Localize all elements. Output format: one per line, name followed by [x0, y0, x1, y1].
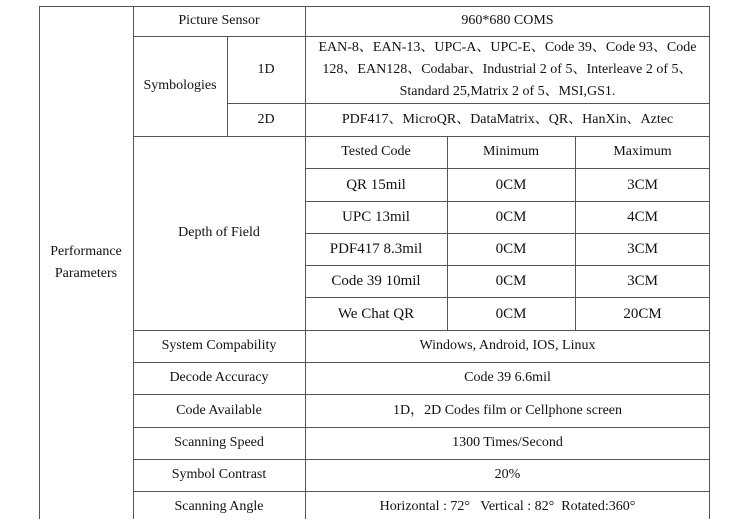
symbology-2d-value: PDF417、MicroQR、DataMatrix、QR、HanXin、Aztec — [341, 111, 674, 127]
symbologies-label: Symbologies — [143, 78, 217, 93]
symbology-1d-label: 1D — [257, 61, 275, 77]
symbology-2d-label: 2D — [257, 111, 275, 127]
dof-row-min: 0CM — [495, 273, 527, 289]
dof-row-code: PDF417 8.3mil — [329, 241, 423, 257]
dof-header-tested-code: Tested Code — [341, 144, 411, 159]
dof-header-minimum: Minimum — [482, 144, 539, 159]
dof-row-code: Code 39 10mil — [331, 273, 421, 289]
code-available-value: 1D，2D Codes film or Cellphone screen — [392, 402, 622, 418]
system-compability-value: Windows, Android, IOS, Linux — [419, 338, 596, 353]
decode-accuracy-label: Decode Accuracy — [169, 370, 269, 385]
depth-of-field-label: Depth of Field — [178, 225, 260, 240]
category-label: Performance Parameters — [50, 243, 122, 281]
picture-sensor-value: 960*680 COMS — [461, 13, 554, 28]
dof-header-maximum: Maximum — [613, 144, 672, 159]
scanning-speed-label: Scanning Speed — [174, 435, 264, 450]
symbology-1d-value: EAN-8、EAN-13、UPC-A、UPC-E、Code 39、Code 93、Code 128、EAN128、Codabar、Industrial 2 of 5、Interleave 2 of 5、Standard 25,Matrix 2 of 5、MSI,GS1. — [318, 39, 697, 99]
scanning-angle-label: Scanning Angle — [174, 499, 264, 514]
dof-row-code: QR 15mil — [346, 176, 406, 193]
scanning-speed-value: 1300 Times/Second — [452, 435, 563, 450]
symbol-contrast-value: 20% — [494, 467, 521, 482]
code-available-label: Code Available — [176, 402, 262, 418]
dof-row-min: 0CM — [495, 176, 527, 193]
dof-row-max: 3CM — [627, 241, 658, 257]
dof-row-max: 3CM — [627, 176, 658, 193]
decode-accuracy-value: Code 39 6.6mil — [464, 370, 551, 385]
dof-row-max: 4CM — [627, 209, 658, 225]
dof-row-min: 0CM — [495, 209, 527, 225]
symbol-contrast-label: Symbol Contrast — [171, 467, 267, 482]
picture-sensor-label: Picture Sensor — [178, 13, 260, 28]
dof-row-code: We Chat QR — [337, 305, 415, 322]
system-compability-label: System Compability — [161, 338, 277, 353]
dof-row-code: UPC 13mil — [342, 209, 410, 225]
scanning-angle-value: Horizontal : 72° Vertical : 82° Rotated:360° — [379, 499, 636, 514]
dof-row-max: 3CM — [627, 273, 658, 289]
dof-row-min: 0CM — [495, 241, 527, 257]
dof-row-min: 0CM — [495, 305, 527, 322]
dof-row-max: 20CM — [623, 305, 662, 322]
